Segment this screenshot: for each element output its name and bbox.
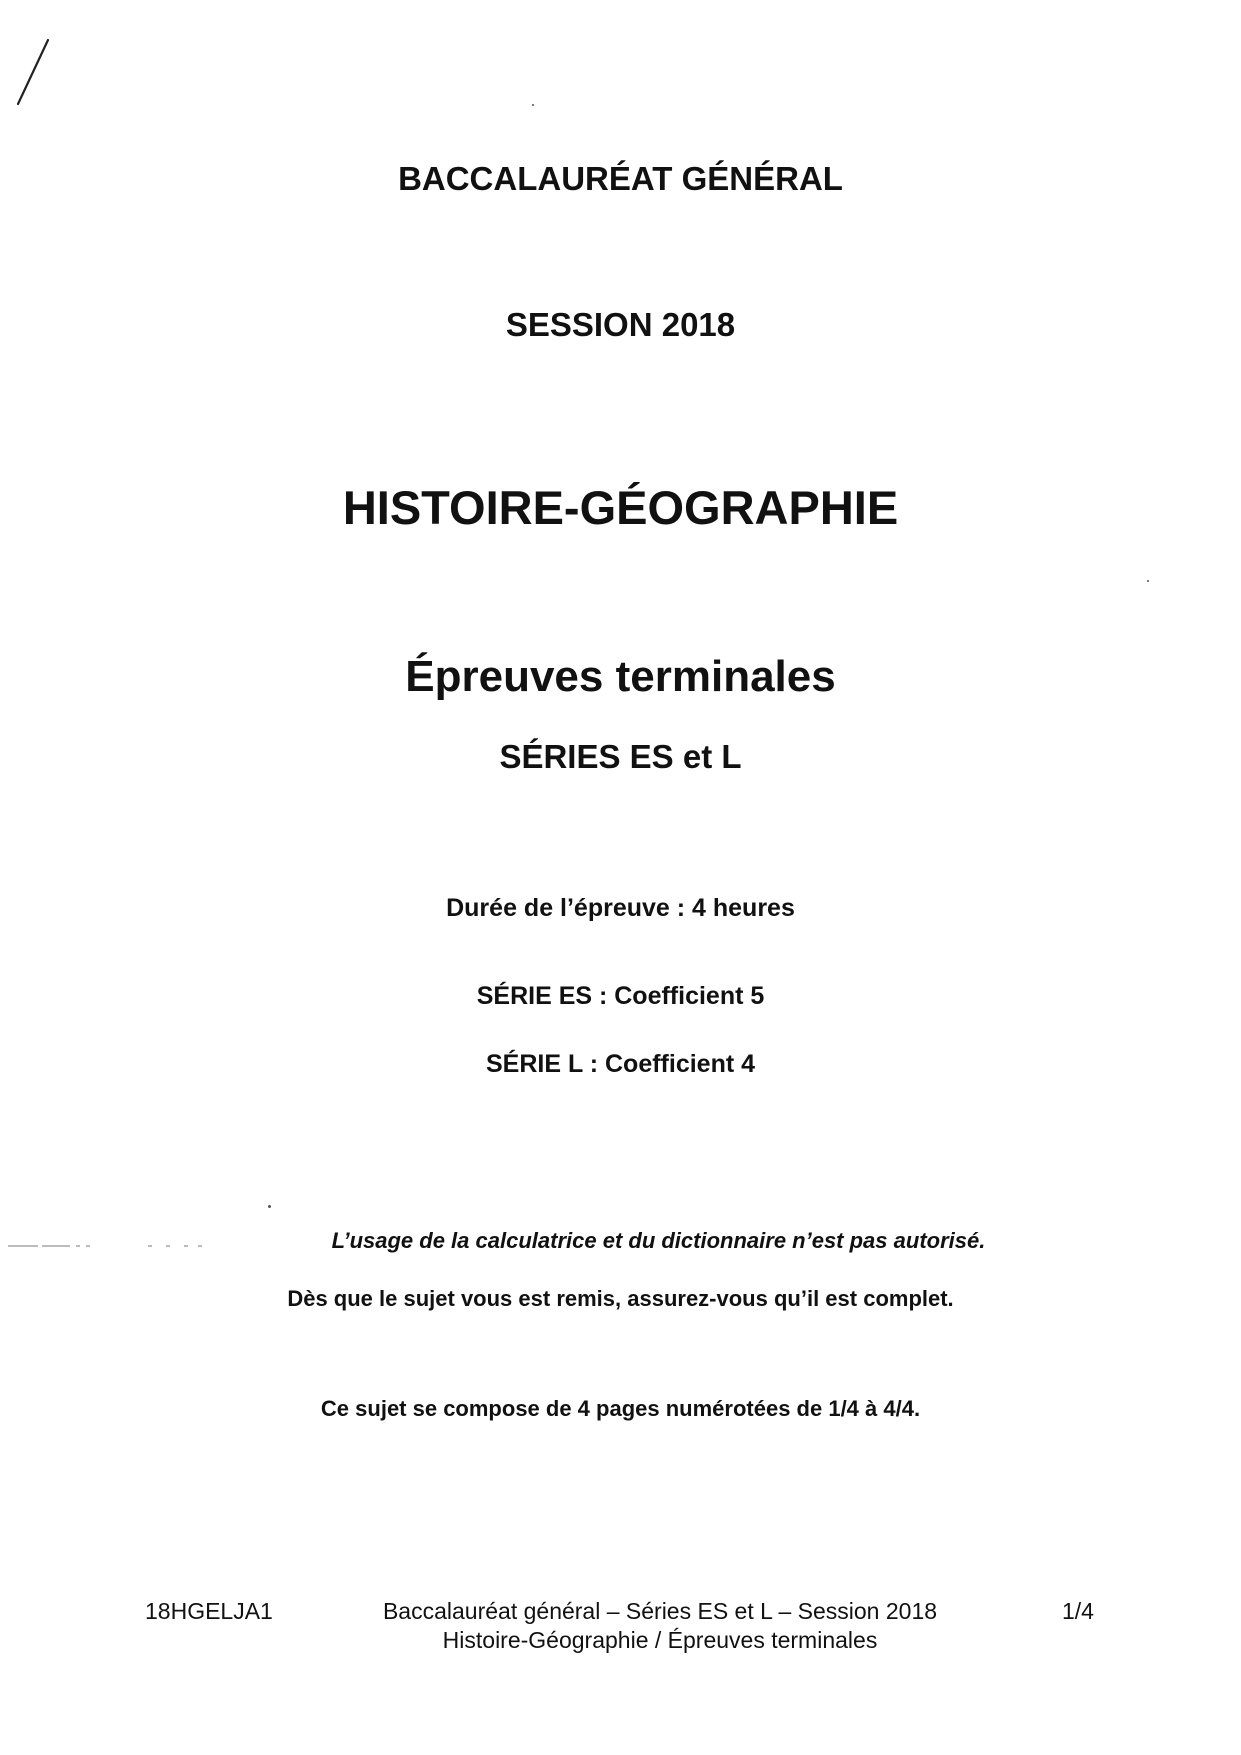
exam-title: BACCALAURÉAT GÉNÉRAL	[398, 160, 843, 197]
duration: Durée de l’épreuve : 4 heures	[446, 894, 795, 922]
subject-title: HISTOIRE-GÉOGRAPHIE	[342, 481, 899, 534]
page-count-notice: Ce sujet se compose de 4 pages numérotées de 1/4 à 4/4.	[320, 1396, 921, 1421]
coefficient-es: SÉRIE ES : Coefficient 5	[476, 982, 765, 1010]
scan-speck	[532, 104, 534, 106]
session-label: SESSION 2018	[505, 306, 736, 343]
footer-exam-code: 18HGELJA1	[145, 1598, 273, 1624]
series-label: SÉRIES ES et L	[499, 738, 742, 775]
footer-line-1: Baccalauréat général – Séries ES et L – Session 2018	[382, 1598, 938, 1624]
scan-speck	[1147, 580, 1149, 582]
scan-speck	[268, 1205, 271, 1208]
calculator-notice: L’usage de la calculatrice et du dictionnaire n’est pas autorisé.	[331, 1228, 986, 1253]
coefficient-l: SÉRIE L : Coefficient 4	[485, 1050, 756, 1078]
completeness-notice: Dès que le sujet vous est remis, assurez-vous qu’il est complet.	[287, 1286, 954, 1311]
footer-line-2: Histoire-Géographie / Épreuves terminales	[442, 1627, 878, 1653]
pen-stroke-mark	[14, 38, 54, 108]
footer-page-number: 1/4	[1062, 1598, 1094, 1624]
exam-type: Épreuves terminales	[405, 652, 836, 701]
